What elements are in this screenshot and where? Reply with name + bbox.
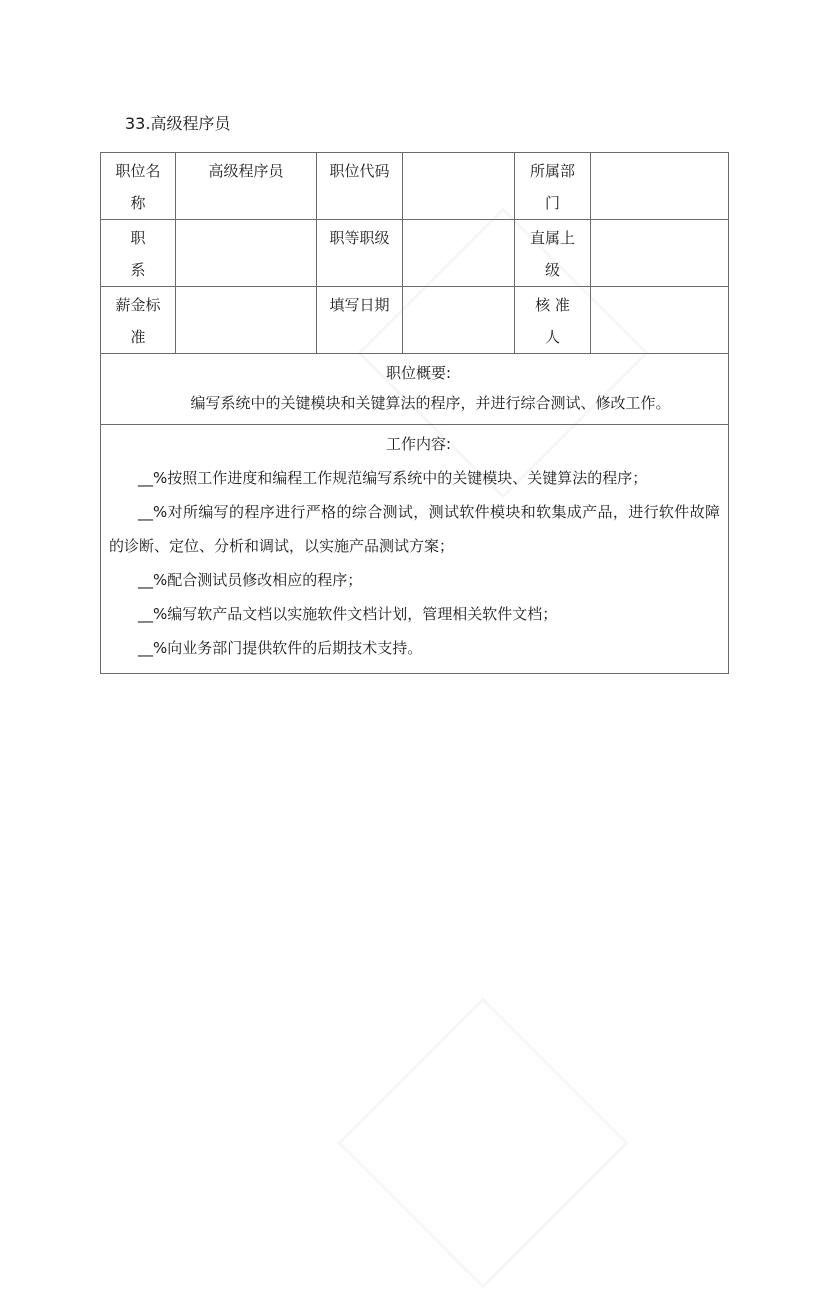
label-cell: 职 系 bbox=[101, 220, 176, 287]
summary-title: 职位概要: bbox=[385, 364, 452, 382]
list-item: __%按照工作进度和编程工作规范编写系统中的关键模块、关键算法的程序； bbox=[138, 469, 648, 487]
table-row bbox=[101, 287, 729, 354]
job-description-table bbox=[100, 152, 729, 674]
value-cell bbox=[403, 153, 515, 220]
page-title: 33.高级程序员 bbox=[125, 114, 231, 133]
table-row bbox=[101, 220, 729, 287]
list-item: __%配合测试员修改相应的程序； bbox=[138, 571, 363, 589]
value-cell bbox=[403, 287, 515, 354]
table-row bbox=[101, 153, 729, 220]
value-cell bbox=[176, 220, 317, 287]
list-item: __%编写软产品文档以实施软件文档计划，管理相关软件文档； bbox=[138, 605, 558, 623]
label-cell: 填写日期 bbox=[317, 287, 403, 354]
label-cell: 核 准 人 bbox=[515, 287, 591, 354]
list-item: __%向业务部门提供软件的后期技术支持。 bbox=[138, 639, 423, 657]
value-cell bbox=[176, 287, 317, 354]
value-cell bbox=[591, 287, 729, 354]
value-cell bbox=[591, 153, 729, 220]
value-cell bbox=[591, 220, 729, 287]
summary-section bbox=[101, 354, 729, 425]
summary-text: 编写系统中的关键模块和关键算法的程序，并进行综合测试、修改工作。 bbox=[190, 394, 671, 412]
label-cell: 直属上级 bbox=[515, 220, 591, 287]
value-cell bbox=[403, 220, 515, 287]
duties-title: 工作内容: bbox=[385, 435, 452, 453]
table-row bbox=[101, 425, 729, 674]
value-cell: 高级程序员 bbox=[176, 153, 317, 220]
label-cell: 所属部门 bbox=[515, 153, 591, 220]
watermark-stamp bbox=[337, 997, 628, 1288]
label-cell: 职位名称 bbox=[101, 153, 176, 220]
duty-list bbox=[101, 457, 728, 673]
list-item: __%对所编写的程序进行严格的综合测试，测试软件模块和软集成产品，进行软件故障的诊断、定位、分析和调试，以实施产品测试方案； bbox=[109, 503, 720, 555]
label-cell: 职等职级 bbox=[317, 220, 403, 287]
label-cell: 职位代码 bbox=[317, 153, 403, 220]
label-cell: 薪金标准 bbox=[101, 287, 176, 354]
duties-section bbox=[101, 425, 729, 674]
table-row bbox=[101, 354, 729, 425]
